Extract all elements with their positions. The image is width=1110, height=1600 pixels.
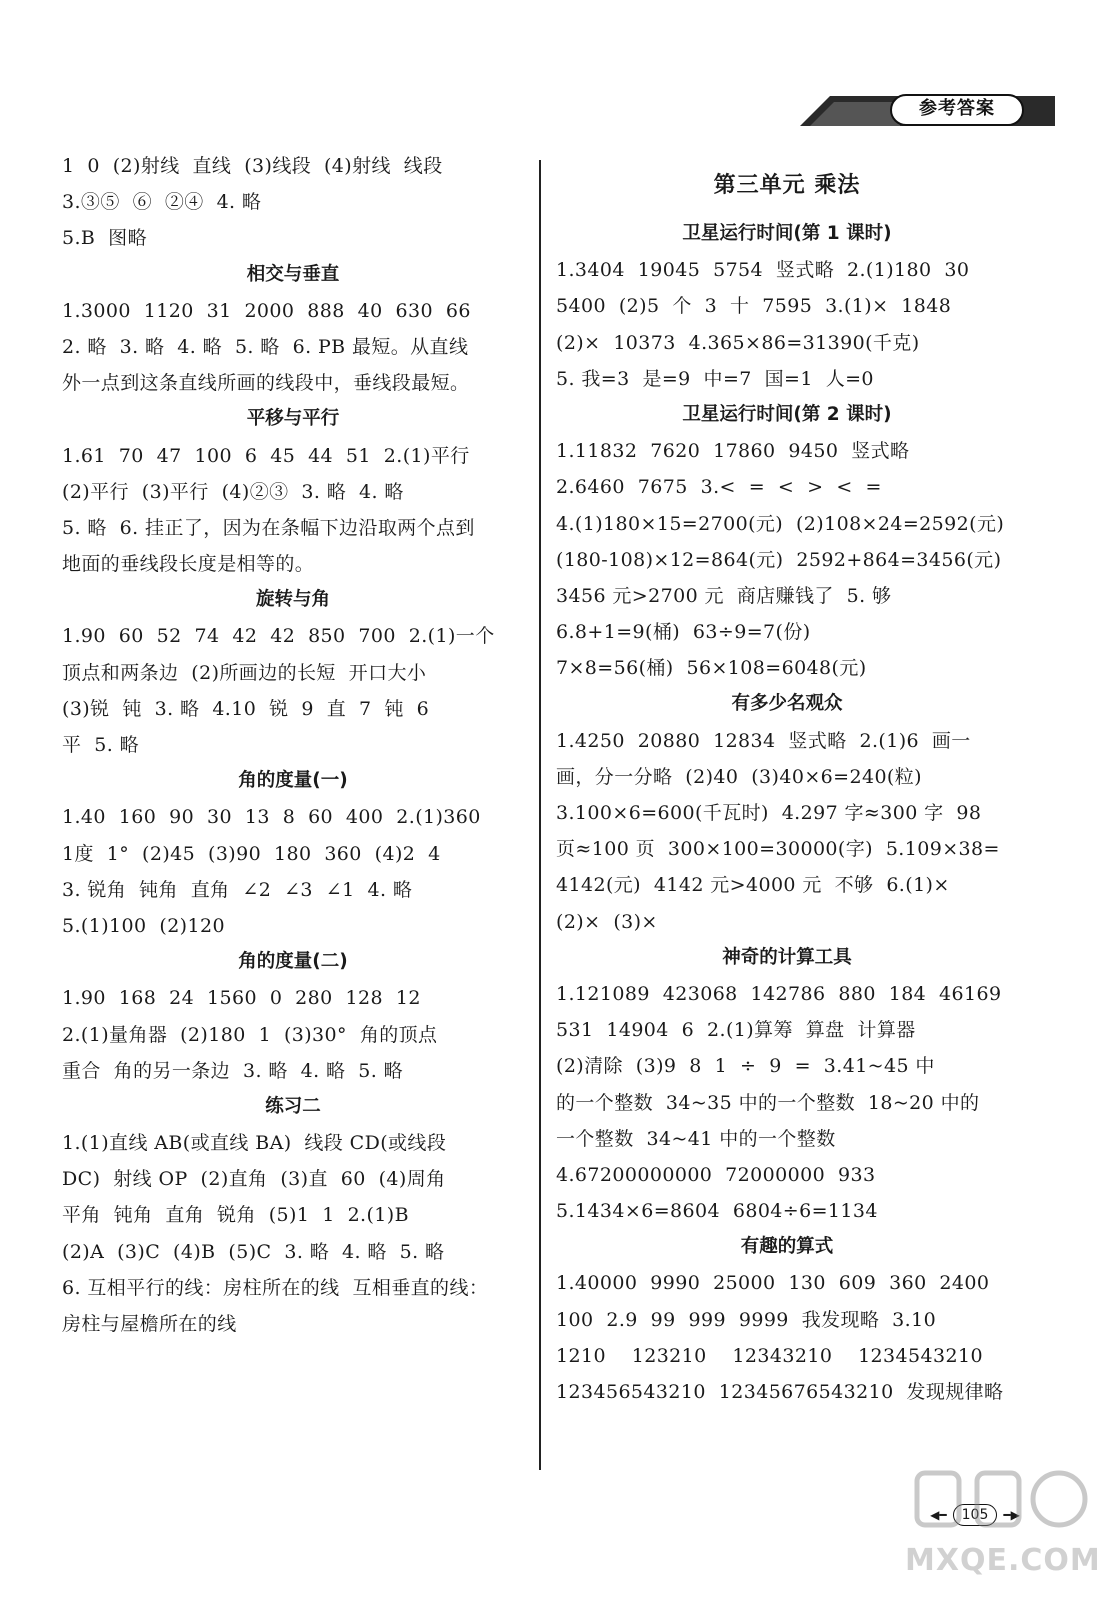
answer-line: 531 14904 6 2.(1)算筹 算盘 计算器 xyxy=(556,1019,916,1042)
answer-line: 100 2.9 99 999 9999 我发现略 3.10 xyxy=(556,1308,937,1331)
answer-line: 3456 元>2700 元 商店赚钱了 5. 够 xyxy=(556,584,892,607)
answer-line: 1.40000 9990 25000 130 609 360 2400 xyxy=(556,1272,990,1295)
section-heading: 卫星运行时间(第 2 课时) xyxy=(682,403,892,425)
answer-line: (180-108)×12=864(元) 2592+864=3456(元) xyxy=(556,548,1002,571)
answer-line: 5.B 图略 xyxy=(62,227,147,250)
answer-line: 外一点到这条直线所画的线段中，垂线段最短。 xyxy=(62,372,470,395)
watermark-text: MXQE.COM xyxy=(905,1543,1101,1578)
answer-line: 6. 互相平行的线：房柱所在的线 互相垂直的线： xyxy=(62,1276,489,1299)
answer-line: 平 5. 略 xyxy=(62,734,140,756)
answer-line: 5400 (2)5 个 3 十 7595 3.(1)× 1848 xyxy=(556,295,952,318)
answer-line: 平角 钝角 直角 锐角 (5)1 1 2.(1)B xyxy=(62,1204,409,1227)
answer-line: 7×8=56(桶) 56×108=6048(元) xyxy=(556,657,867,680)
column-divider xyxy=(539,160,541,1470)
answer-line: 2.(1)量角器 (2)180 1 (3)30° 角的顶点 xyxy=(62,1023,438,1046)
answer-line: 页≈100 页 300×100=30000(字) 5.109×38= xyxy=(556,838,1000,861)
answer-line: 1210 123210 12343210 1234543210 xyxy=(556,1344,983,1367)
section-heading: 神奇的计算工具 xyxy=(722,946,852,968)
section-heading: 有多少名观众 xyxy=(731,693,843,715)
answer-line: (2)× 10373 4.365×86=31390(千克) xyxy=(556,331,920,354)
answer-line: 一个整数 34~41 中的一个整数 xyxy=(556,1127,836,1150)
answer-line: 5.(1)100 (2)120 xyxy=(62,914,225,937)
answer-line: 1.3000 1120 31 2000 888 40 630 66 xyxy=(62,299,471,322)
answer-line: 123456543210 12345676543210 发现规律略 xyxy=(556,1381,1004,1403)
answer-line: 5.1434×6=8604 6804÷6=1134 xyxy=(556,1200,878,1223)
answer-key-header xyxy=(800,92,1055,128)
answer-line: (2)× (3)× xyxy=(556,910,658,933)
header-label: 参考答案 xyxy=(890,94,1024,126)
section-heading: 有趣的算式 xyxy=(740,1236,834,1258)
answer-line: 画，分一分略 (2)40 (3)40×6=240(粒) xyxy=(556,765,922,788)
answer-line: (2)清除 (3)9 8 1 ÷ 9 = 3.41~45 中 xyxy=(556,1055,935,1078)
answer-line: (3)锐 钝 3. 略 4.10 锐 9 直 7 钝 6 xyxy=(62,697,430,720)
answer-line: 2. 略 3. 略 4. 略 5. 略 6. PB 最短。从直线 xyxy=(62,335,469,358)
answer-line: 1.90 168 24 1560 0 280 128 12 xyxy=(62,987,421,1010)
answer-line: 5. 我=3 是=9 中=7 国=1 人=0 xyxy=(556,367,874,390)
answer-line: 1.90 60 52 74 42 42 850 700 2.(1)一个 xyxy=(62,625,495,648)
watermark-logo-icon xyxy=(905,1455,1095,1545)
section-heading: 角的度量(二) xyxy=(238,951,348,973)
answer-line: 地面的垂线段长度是相等的。 xyxy=(62,553,315,576)
answer-line: 4.67200000000 72000000 933 xyxy=(556,1163,876,1186)
answer-line: 3. 锐角 钝角 直角 ∠2 ∠3 ∠1 4. 略 xyxy=(62,878,413,901)
answer-line: 3.③⑤ ⑥ ②④ 4. 略 xyxy=(62,191,262,214)
section-heading: 角的度量(一) xyxy=(238,770,348,792)
answer-line: 5. 略 6. 挂正了，因为在条幅下边沿取两个点到 xyxy=(62,516,475,539)
answer-line: 1.61 70 47 100 6 45 44 51 2.(1)平行 xyxy=(62,444,470,467)
answer-line: 的一个整数 34~35 中的一个整数 18~20 中的 xyxy=(556,1091,980,1114)
answer-line: 3.100×6=600(千瓦时) 4.297 字≈300 字 98 xyxy=(556,802,982,824)
answer-line: 房柱与屋檐所在的线 xyxy=(62,1313,237,1335)
answer-line: 4142(元) 4142 元>4000 元 不够 6.(1)× xyxy=(556,874,950,897)
answer-line: 1.4250 20880 12834 竖式略 2.(1)6 画一 xyxy=(556,729,971,752)
answer-line: 1度 1° (2)45 (3)90 180 360 (4)2 4 xyxy=(62,842,441,865)
left-arrow-icon: ◀━ xyxy=(930,1508,947,1522)
left-column xyxy=(62,148,524,1342)
section-heading: 旋转与角 xyxy=(255,589,330,611)
answer-line: 4.(1)180×15=2700(元) (2)108×24=2592(元) xyxy=(556,512,1005,535)
answer-line: 1.(1)直线 AB(或直线 BA) 线段 CD(或线段 xyxy=(62,1132,447,1155)
right-column xyxy=(556,148,1018,1410)
section-heading: 平移与平行 xyxy=(246,408,340,430)
section-heading: 练习二 xyxy=(265,1095,321,1117)
answer-line: 重合 角的另一条边 3. 略 4. 略 5. 略 xyxy=(62,1059,404,1082)
section-heading: 卫星运行时间(第 1 课时) xyxy=(682,223,892,244)
answer-line: (2)平行 (3)平行 (4)②③ 3. 略 4. 略 xyxy=(62,480,404,503)
answer-line: 2.6460 7675 3.< = < > < = xyxy=(556,476,882,499)
answer-line: (2)A (3)C (4)B (5)C 3. 略 4. 略 5. 略 xyxy=(62,1240,445,1263)
answer-line: 1.121089 423068 142786 880 184 46169 xyxy=(556,982,1002,1005)
answer-line: 1.3404 19045 5754 竖式略 2.(1)180 30 xyxy=(556,259,970,282)
answer-line: DC) 射线 OP (2)直角 (3)直 60 (4)周角 xyxy=(62,1168,446,1191)
answer-line: 1.11832 7620 17860 9450 竖式略 xyxy=(556,440,910,463)
page-number-value: 105 xyxy=(953,1504,998,1526)
answer-line: 1 0 (2)射线 直线 (3)线段 (4)射线 线段 xyxy=(62,155,443,177)
right-arrow-icon: ━▶ xyxy=(1003,1508,1020,1522)
unit-title: 第三单元 乘法 xyxy=(713,173,861,198)
answer-line: 1.40 160 90 30 13 8 60 400 2.(1)360 xyxy=(62,806,481,829)
answer-line: 顶点和两条边 (2)所画边的长短 开口大小 xyxy=(62,661,427,684)
answer-line: 6.8+1=9(桶) 63÷9=7(份) xyxy=(556,621,811,644)
watermark xyxy=(905,1455,1101,1595)
section-heading: 相交与垂直 xyxy=(246,263,340,285)
